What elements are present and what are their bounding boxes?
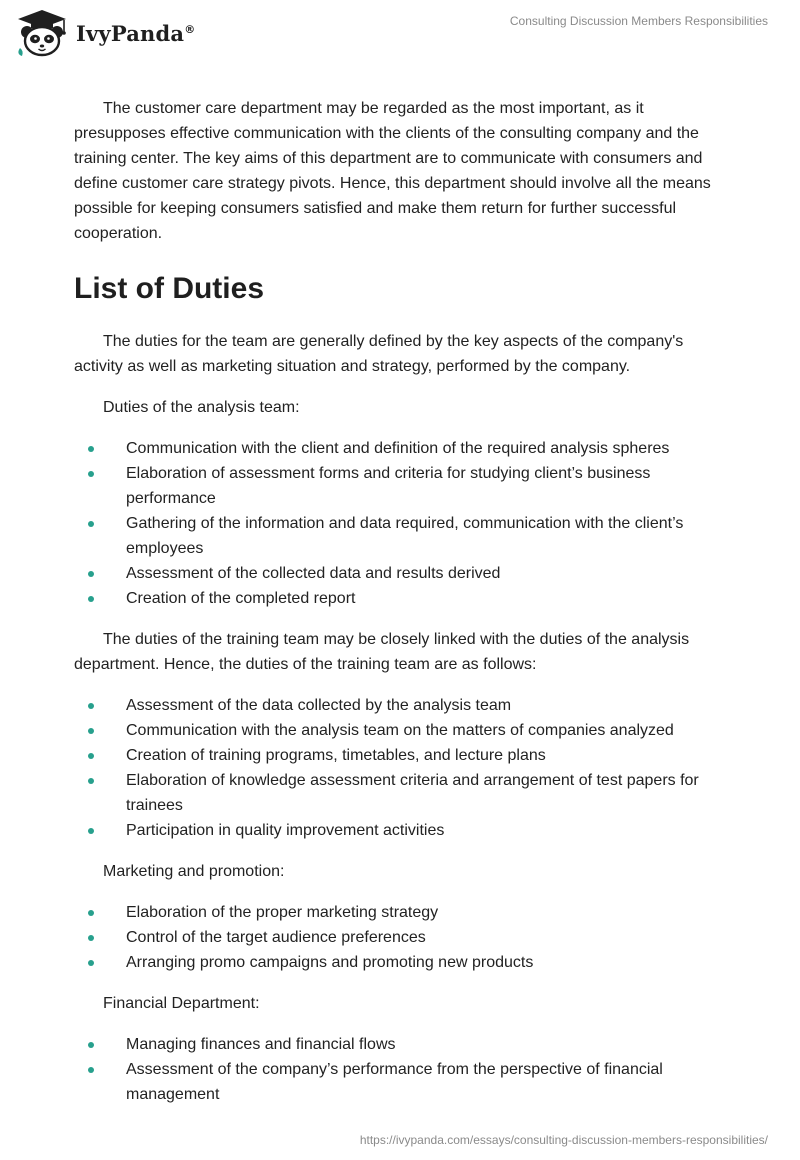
bullet-icon — [88, 753, 94, 759]
essay-content — [74, 96, 734, 1107]
bullet-icon — [88, 1042, 94, 1048]
marketing-lead: Marketing and promotion: — [103, 863, 285, 880]
bullet-icon — [88, 828, 94, 834]
list-item: Control of the target audience preferences — [74, 925, 734, 950]
list-item: Communication with the analysis team on the matters of companies analyzed — [74, 718, 734, 743]
analysis-lead: Duties of the analysis team: — [103, 399, 300, 416]
list-item: Creation of the completed report — [74, 586, 734, 611]
bullet-icon — [88, 1067, 94, 1073]
list-item: Assessment of the data collected by the analysis team — [74, 693, 734, 718]
bullet-icon — [88, 910, 94, 916]
bullet-icon — [88, 703, 94, 709]
training-duties-list — [74, 693, 734, 843]
bullet-icon — [88, 571, 94, 577]
ivypanda-logo[interactable] — [14, 8, 195, 58]
list-item: Managing finances and financial flows — [74, 1032, 734, 1057]
financial-lead: Financial Department: — [103, 995, 260, 1012]
bullet-icon — [88, 596, 94, 602]
list-item: Elaboration of assessment forms and criteria for studying client’s business performance — [74, 461, 734, 511]
section-paragraph: The duties for the team are generally defined by the key aspects of the company's activity as well as marketing situation and strategy, performed by the company. — [74, 333, 684, 375]
bullet-icon — [88, 778, 94, 784]
marketing-duties-list — [74, 900, 734, 975]
training-paragraph: The duties of the training team may be closely linked with the duties of the analysis department. Hence, the duties of the training team are as follows: — [74, 631, 690, 673]
section-heading: List of Duties — [74, 272, 265, 305]
list-item: Assessment of the company’s performance from the perspective of financial management — [74, 1057, 734, 1107]
list-item: Elaboration of the proper marketing strategy — [74, 900, 734, 925]
list-item: Creation of training programs, timetables, and lecture plans — [74, 743, 734, 768]
document-title: Consulting Discussion Members Responsibilities — [509, 14, 768, 28]
bullet-icon — [88, 960, 94, 966]
list-item: Arranging promo campaigns and promoting new products — [74, 950, 734, 975]
panda-mortarboard-icon — [14, 8, 70, 58]
intro-paragraph: The customer care department may be regarded as the most important, as it presupposes effective communication with the clients of the consulting company and the training center. The key aims of this department are to communicate with consumers and define customer care strategy pivots. Hence, this department should involve all the means possible for keeping consumers satisfied and make them return for further successful cooperation. — [74, 100, 711, 242]
list-item: Communication with the client and definition of the required analysis spheres — [74, 436, 734, 461]
bullet-icon — [88, 728, 94, 734]
financial-duties-list — [74, 1032, 734, 1107]
bullet-icon — [88, 935, 94, 941]
bullet-icon — [88, 446, 94, 452]
list-item: Assessment of the collected data and results derived — [74, 561, 734, 586]
source-url[interactable]: https://ivypanda.com/essays/consulting-discussion-members-responsibilities/ — [359, 1133, 768, 1147]
bullet-icon — [88, 521, 94, 527]
logo-wordmark: IvyPanda® — [76, 20, 196, 46]
analysis-duties-list — [74, 436, 734, 611]
list-item: Participation in quality improvement activities — [74, 818, 734, 843]
bullet-icon — [88, 471, 94, 477]
list-item: Elaboration of knowledge assessment criteria and arrangement of test papers for trainees — [74, 768, 734, 818]
list-item: Gathering of the information and data required, communication with the client’s employees — [74, 511, 734, 561]
page-header — [0, 0, 800, 70]
